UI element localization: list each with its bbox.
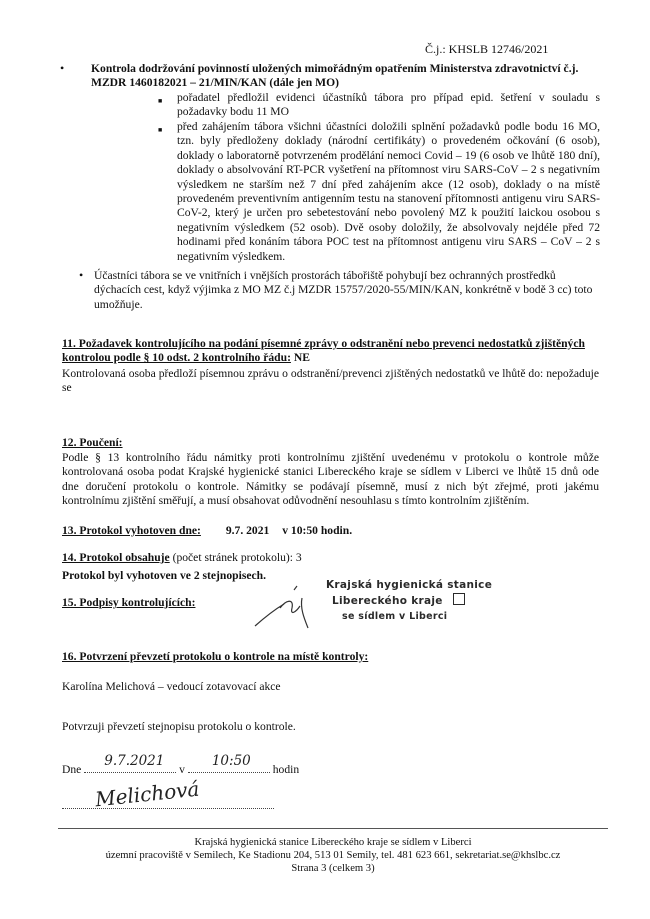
- section-11-value: NE: [293, 351, 310, 365]
- section-14: [62, 551, 602, 565]
- receipt-time: 10:50: [211, 753, 251, 769]
- square-bullet-icon: ■: [158, 97, 163, 105]
- receiver-signature: Melichová: [94, 776, 201, 812]
- section-11-body: Kontrolovaná osoba předloží písemnou zprávu o odstranění/prevenci zjištěných nedostatků ve lhůtě do: nepožaduje se: [62, 367, 599, 395]
- sub-bullet-evidence: pořadatel předložil evidenci účastníků tábora pro případ epid. šetření v souladu s požadavky bodu 11 MO: [177, 91, 600, 119]
- section-16-heading: 16. Potvrzení převzetí protokolu o kontrole na místě kontroly:: [62, 650, 369, 663]
- square-bullet-icon: ■: [158, 126, 163, 134]
- footer-address: územní pracoviště v Semilech, Ke Stadionu 204, 513 01 Semily, tel. 481 623 661, sekretariat.se@khslbc.cz: [105, 850, 561, 861]
- section-13-time: v 10:50 hodin.: [282, 524, 353, 537]
- receipt-date: 9.7.2021: [104, 753, 165, 769]
- section-12-heading: 12. Poučení:: [62, 436, 123, 449]
- dne-label: Dne: [62, 763, 82, 776]
- section-11: [62, 337, 602, 366]
- sub-bullet-requirements: před zahájením tábora všichni účastníci doložili splnění požadavků podle bodu 16 MO, tzn. byly předloženy doklady (národní certifikáty) o provedeném očkování (6 osob), doklady o laboratorně potvrzeném prodělání nemoci Covid – 19 (6 osob ve lhůtě 180 dní), doklady o absolvování RT-PCR vyšetření na přítomnost viru SARS-CoV – 2 s negativním výsledkem ne starším než 7 dní před zahájením akce (12 osob), doklady o na místě provedeném preventivním antigenním testu na stanovení přítomnosti antigenu viru SARS-CoV-2, který je určen pro sebetestování nebo povolený MZ k použití laickou osobou s negativním výsledkem (52 osob). Dvě osoby doložily, že absolvovaly nejdéle před 72 hodinami před konáním tábora POC test na přítomnost antigenu viru SARS – CoV – 2 s negativním výsledkem.: [177, 120, 600, 263]
- bullet-dot: •: [79, 268, 84, 282]
- dne-v: v: [179, 763, 185, 776]
- receipt-date-line: [62, 753, 362, 777]
- receipt-confirmation: Potvrzuji převzetí stejnopisu protokolu o kontrole.: [62, 720, 296, 733]
- stamp-line-3: se sídlem v Liberci: [342, 611, 448, 622]
- receiver-person: Karolína Melichová – vedoucí zotavovací akce: [62, 680, 281, 693]
- emblem-icon: [453, 593, 465, 605]
- stamp-line-1: Krajská hygienická stanice: [326, 579, 493, 591]
- page-number: Strana 3 (celkem 3): [291, 863, 375, 874]
- section-15-heading: 15. Podpisy kontrolujících:: [62, 596, 196, 609]
- masks-note: Účastníci tábora se ve vnitřních i vnějších prostorách tábořiště pohybují bez ochranných prostředků dýchacích cest, když výjimka z MO MZ č.j MZDR 15757/2020-55/MIN/KAN, konkrétně v bodě 3 cc) toto umožňuje.: [94, 269, 593, 311]
- section-14-heading: 14. Protokol obsahuje: [62, 551, 170, 564]
- footer: [58, 836, 608, 875]
- bullet-dot: •: [60, 61, 65, 75]
- footer-institution: Krajská hygienická stanice Libereckého kraje se sídlem v Liberci: [194, 837, 472, 848]
- section-13-date: 9.7. 2021: [225, 524, 270, 537]
- inspector-signature: [250, 578, 320, 636]
- control-heading: Kontrola dodržování povinností uložených mimořádným opatřením Ministerstva zdravotnictví č.j. MZDR 1460182021 – 21/MIN/KAN (dále jen MO): [91, 62, 579, 90]
- signature-dotted-line: [62, 808, 274, 809]
- office-stamp: [322, 578, 492, 624]
- footer-rule: [58, 828, 608, 829]
- section-13: [62, 524, 602, 538]
- section-13-heading: 13. Protokol vyhotoven dne:: [62, 524, 201, 537]
- document-reference: Č.j.: KHSLB 12746/2021: [425, 42, 549, 56]
- stamp-line-2: Libereckého kraje: [332, 593, 492, 609]
- section-12-body: Podle § 13 kontrolního řádu námitky proti kontrolnímu zjištění uvedenému v protokolu o kontrole může kontrolovaná osoba podat Krajské hygienické stanici Libereckého kraje se sídlem v Liberci ve lhůtě 15 dnů ode dne doručení protokolu o kontrole. Námitky se podávají písemně, musí z nich být zřejmé, proti jakému kontrolnímu zjištění směřují, a musí obsahovat odůvodnění nesouhlasu s tímto kontrolním zjištěním.: [62, 451, 599, 508]
- section-14-pages: (počet stránek protokolu): 3: [169, 551, 302, 564]
- section-14-copies: Protokol byl vyhotoven ve 2 stejnopisech.: [62, 569, 266, 582]
- section-11-heading: 11. Požadavek kontrolujícího na podání písemné zprávy o odstranění nebo prevenci nedostatků zjištěných kontrolou podle § 10 odst. 2 kontrolního řádu:: [62, 337, 585, 365]
- dne-hodin: hodin: [272, 763, 300, 776]
